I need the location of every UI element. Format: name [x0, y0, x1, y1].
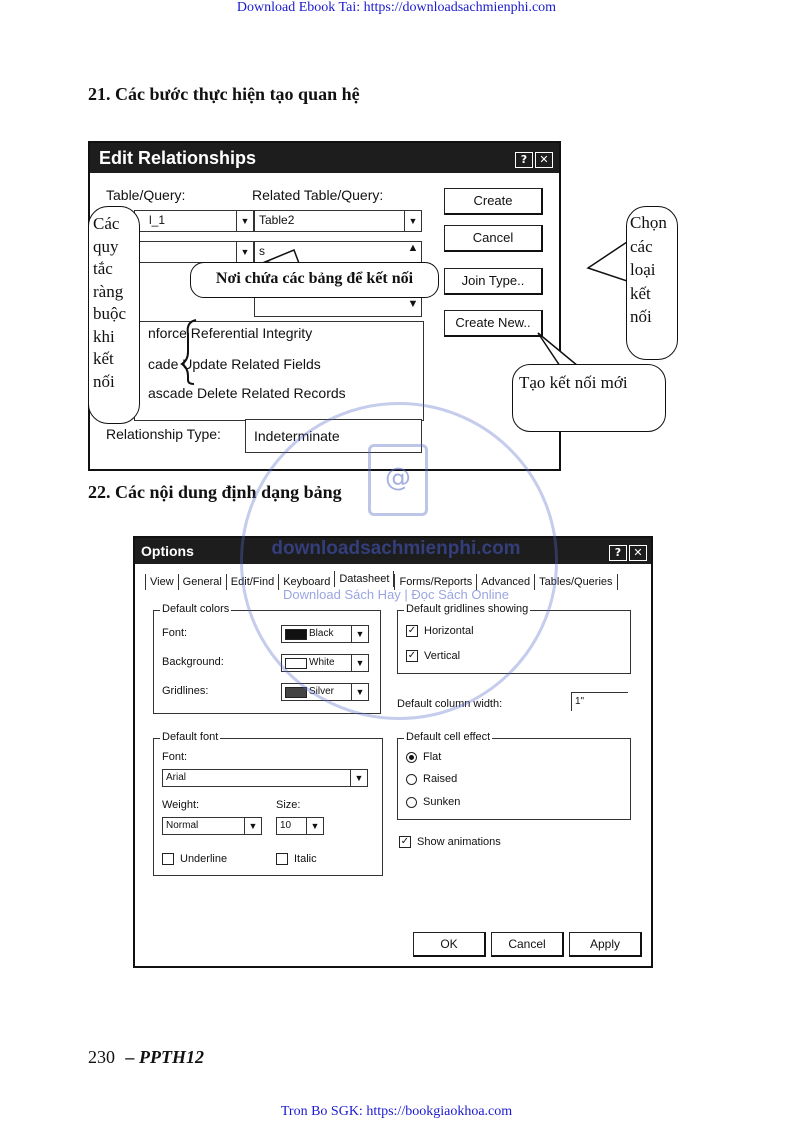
raised-radio[interactable]	[406, 773, 457, 785]
black-swatch	[285, 629, 307, 640]
weight-select[interactable]	[162, 817, 262, 835]
vertical-label: Vertical	[424, 650, 461, 662]
rules-callout	[88, 206, 140, 424]
size-select[interactable]	[276, 817, 324, 835]
font-color-select[interactable]	[281, 625, 369, 643]
vertical-checkbox[interactable]	[406, 650, 460, 662]
options-title: Options	[141, 543, 194, 559]
join-types-callout	[626, 206, 678, 360]
sunken-label: Sunken	[423, 796, 461, 808]
gridlines-showing-legend: Default gridlines showing	[406, 603, 529, 615]
font-name-label: Font:	[162, 751, 188, 763]
options-titlebar	[135, 538, 651, 564]
chevron-down-icon[interactable]: ▼	[404, 211, 421, 231]
scroll-up-icon[interactable]: ▲	[407, 242, 419, 254]
table-query-value: l_1	[149, 213, 166, 227]
cell-effect-legend: Default cell effect	[406, 731, 491, 743]
enforce-integrity-checkbox[interactable]: nforce Referential Integrity	[148, 325, 313, 341]
new-join-callout-text: Tạo kết nối mới	[519, 373, 628, 392]
section-21-title: 21. Các bước thực hiện tạo quan hệ	[88, 84, 360, 104]
background-color-label: Background:	[162, 656, 224, 668]
column-width-value: 1"	[575, 696, 585, 707]
checkmark-icon: ✓	[407, 650, 417, 662]
size-label: Size:	[276, 799, 301, 811]
edit-relationships-title: Edit Relationships	[99, 148, 257, 168]
gridlines-color-label: Gridlines:	[162, 685, 209, 697]
default-colors-legend: Default colors	[162, 603, 230, 615]
options-dialog	[133, 536, 653, 968]
tab-advanced[interactable]: Advanced	[476, 574, 534, 590]
book-code: – PPTH12	[125, 1047, 204, 1067]
default-font-legend: Default font	[162, 731, 219, 743]
column-width-label: Default column width:	[397, 698, 503, 710]
flat-label: Flat	[423, 751, 442, 763]
header-download-link[interactable]: Download Ebook Tai: https://downloadsachmienphi.com	[236, 0, 557, 15]
horizontal-checkbox[interactable]	[406, 625, 474, 637]
weight-value: Normal	[166, 820, 199, 831]
underline-checkbox[interactable]	[162, 853, 227, 865]
ok-button[interactable]: OK	[413, 932, 486, 957]
options-tab-strip	[145, 574, 618, 590]
raised-label: Raised	[423, 773, 458, 785]
cancel-button[interactable]: Cancel	[444, 225, 543, 252]
section-22-title: 22. Các nội dung định dạng bảng	[88, 482, 342, 502]
related-table-query-label: Related Table/Query:	[252, 187, 384, 203]
close-icon[interactable]: ✕	[629, 545, 647, 561]
chevron-down-icon[interactable]: ▼	[351, 655, 368, 671]
book-at-icon: @	[368, 444, 428, 516]
silver-swatch	[285, 687, 307, 698]
footer-sgk-link[interactable]: Tron Bo SGK: https://bookgiaokhoa.com	[280, 1104, 513, 1119]
page-number: 230	[88, 1047, 115, 1067]
chevron-down-icon[interactable]: ▼	[236, 211, 253, 231]
checkmark-icon: ✓	[400, 836, 410, 848]
underline-label: Underline	[180, 853, 228, 865]
chevron-down-icon[interactable]: ▼	[306, 818, 323, 834]
background-color-value: White	[309, 657, 335, 668]
weight-label: Weight:	[162, 799, 200, 811]
tab-edit-find[interactable]: Edit/Find	[226, 574, 278, 590]
apply-button[interactable]: Apply	[569, 932, 642, 957]
checkmark-icon: ✓	[407, 625, 417, 637]
show-animations-checkbox[interactable]	[399, 836, 501, 848]
join-types-callout-text: Chọn các loại kết nối	[630, 213, 667, 326]
relationship-type-value: Indeterminate	[254, 428, 340, 444]
create-button[interactable]: Create	[444, 188, 543, 215]
show-animations-label: Show animations	[417, 836, 501, 848]
create-new-button[interactable]: Create New..	[444, 310, 543, 337]
gridlines-showing-group	[397, 603, 631, 674]
cell-effect-group	[397, 731, 631, 820]
flat-radio[interactable]	[406, 751, 441, 763]
default-colors-group	[153, 603, 381, 714]
size-value: 10	[280, 820, 292, 831]
field-grid-row-value: s	[259, 244, 265, 258]
font-color-label: Font:	[162, 627, 188, 639]
tab-datasheet[interactable]: Datasheet	[334, 571, 394, 587]
font-color-value: Black	[309, 628, 334, 639]
help-icon[interactable]: ?	[609, 545, 627, 561]
tables-callout	[190, 262, 439, 298]
default-font-group	[153, 731, 383, 876]
join-type-button[interactable]: Join Type..	[444, 268, 543, 295]
new-join-callout	[512, 364, 666, 432]
rules-brace	[182, 320, 196, 384]
tables-callout-text: Nơi chứa các bảng để kết nối	[215, 270, 414, 287]
new-join-callout-tail	[538, 333, 578, 366]
scroll-down-icon[interactable]: ▼	[407, 298, 419, 310]
tab-general[interactable]: General	[178, 574, 226, 590]
gridlines-color-value: Silver	[309, 686, 335, 697]
watermark-site: downloadsachmienphi.com	[271, 538, 521, 559]
sunken-radio[interactable]	[406, 796, 460, 808]
close-icon[interactable]: ✕	[535, 152, 553, 168]
relationship-type-label: Relationship Type:	[106, 426, 221, 442]
horizontal-label: Horizontal	[424, 625, 474, 637]
italic-checkbox[interactable]	[276, 853, 317, 865]
page-footer	[88, 1047, 204, 1068]
cascade-update-checkbox[interactable]: cade Update Related Fields	[148, 356, 321, 372]
tab-tables-queries[interactable]: Tables/Queries	[534, 574, 617, 590]
table-query-label: Table/Query:	[106, 187, 186, 203]
column-width-input[interactable]	[571, 692, 628, 711]
chevron-down-icon[interactable]: ▼	[351, 684, 368, 700]
gridlines-color-select[interactable]	[281, 683, 369, 701]
italic-label: Italic	[294, 853, 317, 865]
chevron-down-icon[interactable]: ▼	[244, 818, 261, 834]
white-swatch	[285, 658, 307, 669]
join-types-callout-tail	[588, 240, 630, 282]
background-color-select[interactable]	[281, 654, 369, 672]
watermark-tagline: Download Sách Hay | Đọc Sách Online	[283, 587, 509, 602]
cascade-delete-checkbox[interactable]: ascade Delete Related Records	[148, 385, 346, 401]
options-cancel-button[interactable]: Cancel	[491, 932, 564, 957]
tab-view[interactable]: View	[145, 574, 178, 590]
tab-keyboard[interactable]: Keyboard	[278, 574, 334, 590]
related-table-value: Table2	[259, 213, 295, 227]
font-name-value: Arial	[166, 772, 187, 783]
chevron-down-icon[interactable]: ▼	[350, 770, 367, 786]
font-name-select[interactable]	[162, 769, 368, 787]
chevron-down-icon[interactable]: ▼	[236, 242, 253, 262]
chevron-down-icon[interactable]: ▼	[351, 626, 368, 642]
rules-callout-text: Các quy tắc ràng buộc khi kết nối	[93, 214, 127, 391]
tab-forms-reports[interactable]: Forms/Reports	[394, 574, 476, 590]
help-icon[interactable]: ?	[515, 152, 533, 168]
